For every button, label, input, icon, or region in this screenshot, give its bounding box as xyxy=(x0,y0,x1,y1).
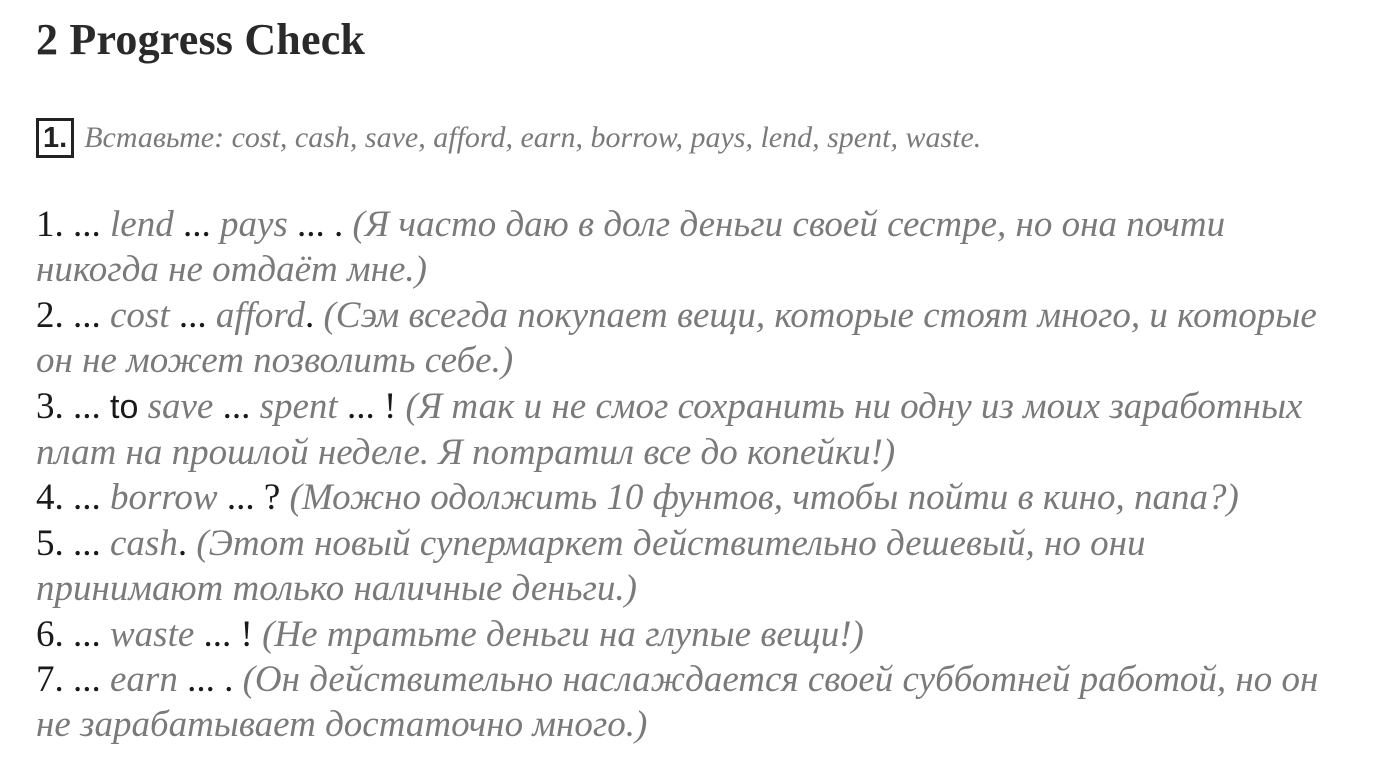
answer-word: cash xyxy=(110,522,178,564)
answer-word: pays xyxy=(219,204,288,245)
answer-separator: ... xyxy=(63,613,110,655)
answer-number: 2. xyxy=(36,294,64,336)
answer-separator: ... . xyxy=(287,204,353,245)
answer-word: lend xyxy=(110,204,174,245)
answer-separator: ... xyxy=(63,204,110,245)
answer-item xyxy=(36,202,1336,293)
answer-separator: ... xyxy=(213,385,260,427)
answer-word: spent xyxy=(259,385,338,427)
answer-separator xyxy=(138,386,147,427)
answer-separator: ... ? xyxy=(217,477,290,519)
answer-item xyxy=(36,612,1336,657)
answer-word: borrow xyxy=(110,477,218,519)
answer-item xyxy=(36,475,1336,520)
answer-word: afford xyxy=(215,294,305,336)
answer-translation: (Он действительно наслаждается своей субботней работой, но он не зарабатывает достаточно много.) xyxy=(36,659,1319,746)
answer-separator: ... . xyxy=(177,659,243,701)
answer-separator: ... ! xyxy=(194,613,263,655)
answer-translation: (Можно одолжить 10 фунтов, чтобы пойти в кино, папа?) xyxy=(289,477,1239,519)
page-title: 2 Progress Check xyxy=(36,15,366,64)
answer-translation: (Сэм всегда покупает вещи, которые стоят много, и которые он не может позволить себе.) xyxy=(36,294,1317,382)
answer-translation: (Не тратьте деньги на глупые вещи!) xyxy=(262,613,864,655)
answer-separator: ... xyxy=(63,294,110,336)
answer-item xyxy=(36,657,1336,748)
answer-item xyxy=(36,293,1336,384)
answer-word: waste xyxy=(110,613,195,655)
answer-word: cost xyxy=(110,294,170,336)
task-instruction: Вставьте: cost, cash, save, afford, earn, borrow, pays, lend, spent, waste. xyxy=(84,121,982,154)
answer-item xyxy=(36,384,1336,476)
answer-separator: ... xyxy=(63,477,110,519)
answer-separator: . xyxy=(177,522,197,564)
answer-number: 4. xyxy=(36,477,64,519)
answer-separator: ... xyxy=(63,659,110,701)
answer-separator: ... xyxy=(173,204,220,245)
answer-number: 7. xyxy=(36,659,64,701)
answer-translation: (Этот новый супермаркет действительно дешевый, но они принимают только наличные деньги.) xyxy=(36,522,1146,610)
answer-separator: ... xyxy=(63,385,110,427)
answer-number: 5. xyxy=(36,522,64,564)
task-number-box: 1. xyxy=(36,118,74,158)
answer-word: save xyxy=(147,385,214,427)
answer-separator: ... xyxy=(169,294,216,336)
answer-plain-word: to xyxy=(110,387,139,426)
answer-list xyxy=(36,202,1336,748)
answer-number: 3. xyxy=(36,385,64,427)
answer-word: earn xyxy=(110,659,178,701)
task-header xyxy=(36,118,981,158)
answer-separator: ... xyxy=(63,522,110,564)
answer-number: 1. xyxy=(36,204,64,245)
answer-separator: . xyxy=(304,294,324,336)
answer-translation: (Я так и не смог сохранить ни одну из моих заработных плат на прошлой неделе. Я потратил все до копейки!) xyxy=(36,385,1303,474)
answer-translation: (Я часто даю в долг деньги своей сестре, но она почти никогда не отдаёт мне.) xyxy=(36,204,1226,291)
answer-number: 6. xyxy=(36,613,64,655)
answer-item xyxy=(36,521,1336,612)
answer-separator: ... ! xyxy=(337,385,406,427)
